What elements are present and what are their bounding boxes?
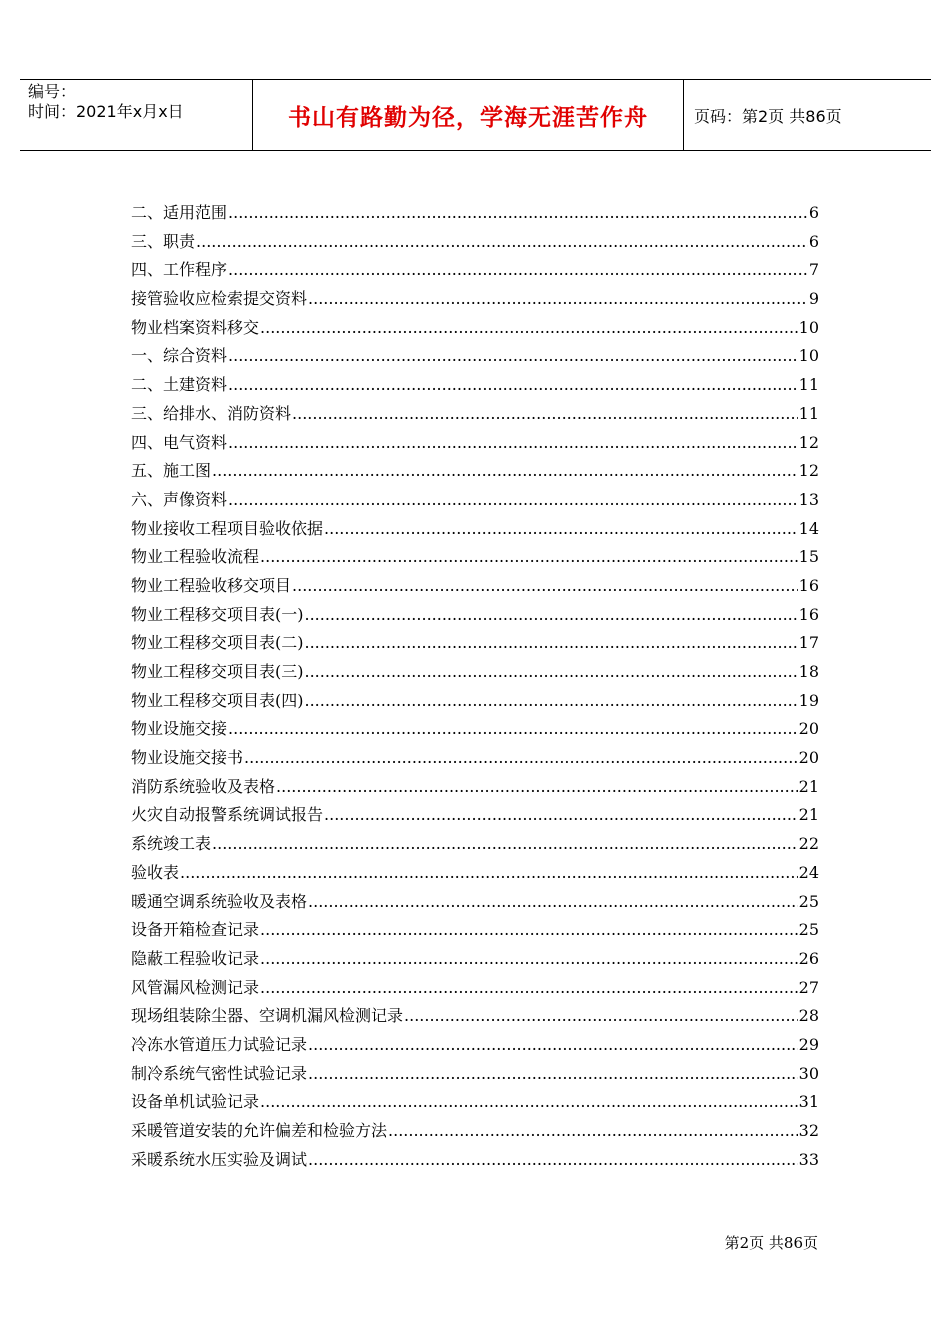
toc-entry-page: 10 — [798, 346, 819, 366]
toc-entry-page: 22 — [798, 834, 819, 854]
toc-entry-page: 19 — [798, 690, 819, 710]
toc-leader-dots — [305, 629, 798, 657]
toc-entry-title: 物业设施交接书 — [131, 748, 244, 768]
toc-leader-dots — [228, 342, 798, 370]
toc-entry[interactable] — [131, 1031, 819, 1060]
toc-leader-dots — [228, 256, 808, 284]
toc-leader-dots — [228, 371, 798, 399]
toc-leader-dots — [305, 601, 798, 629]
toc-leader-dots — [180, 859, 798, 887]
toc-entry-page: 20 — [798, 719, 819, 739]
toc-entry-page: 15 — [798, 547, 819, 567]
toc-entry-page: 10 — [798, 317, 819, 337]
date-label: 时间：2021年x月x日 — [28, 102, 184, 121]
toc-entry-page: 6 — [808, 231, 819, 251]
toc-entry-page: 6 — [808, 203, 819, 222]
toc-entry[interactable] — [131, 457, 819, 486]
toc-entry-title: 冷冻水管道压力试验记录 — [131, 1034, 308, 1054]
toc-leader-dots — [276, 773, 798, 801]
toc-entry-title: 四、工作程序 — [131, 260, 228, 280]
toc-entry-page: 31 — [798, 1092, 819, 1112]
toc-entry-page: 33 — [798, 1149, 819, 1169]
toc-entry-page: 32 — [798, 1121, 819, 1140]
toc-entry[interactable] — [131, 945, 819, 974]
toc-entry-title: 系统竣工表 — [131, 834, 212, 854]
toc-entry[interactable] — [131, 1060, 819, 1089]
toc-entry[interactable] — [131, 515, 819, 544]
toc-entry-page: 27 — [798, 977, 819, 997]
toc-entry-title: 风管漏风检测记录 — [131, 977, 260, 997]
toc-entry[interactable] — [131, 801, 819, 830]
toc-entry-page: 16 — [798, 604, 819, 624]
toc-entry-page: 11 — [798, 375, 819, 395]
toc-entry[interactable] — [131, 285, 819, 314]
toc-entry-title: 物业工程移交项目表(三) — [131, 662, 304, 681]
header-page-info: 页码：第2页 共86页 — [694, 106, 842, 126]
toc-entry-title: 暖通空调系统验收及表格 — [131, 891, 308, 911]
toc-entry-page: 11 — [798, 403, 819, 423]
toc-entry-page: 14 — [798, 518, 819, 538]
toc-entry[interactable] — [131, 486, 819, 515]
toc-entry-title: 物业工程验收流程 — [131, 547, 260, 567]
toc-entry-title: 物业工程移交项目表(一) — [131, 604, 304, 624]
toc-entry-title: 火灾自动报警系统调试报告 — [131, 805, 324, 825]
toc-entry-title: 二、土建资料 — [131, 375, 228, 395]
toc-entry[interactable] — [131, 916, 819, 945]
toc-entry[interactable] — [131, 314, 819, 343]
toc-entry-title: 物业档案资料移交 — [131, 317, 260, 337]
toc-entry-title: 验收表 — [131, 862, 180, 882]
page-header — [20, 79, 931, 151]
toc-entry-title: 现场组装除尘器、空调机漏风检测记录 — [131, 1006, 404, 1026]
toc-entry[interactable] — [131, 888, 819, 917]
toc-entry-page: 30 — [798, 1063, 819, 1083]
toc-entry-title: 五、施工图 — [131, 461, 212, 481]
toc-entry[interactable] — [131, 228, 819, 257]
toc-entry[interactable] — [131, 629, 819, 658]
toc-entry[interactable] — [131, 658, 819, 687]
toc-entry-page: 21 — [798, 776, 819, 796]
toc-entry[interactable] — [131, 744, 819, 773]
toc-entry-title: 接管验收应检索提交资料 — [131, 289, 308, 309]
toc-entry-title: 制冷系统气密性试验记录 — [131, 1063, 308, 1083]
toc-entry-page: 25 — [798, 920, 819, 940]
toc-leader-dots — [305, 658, 798, 686]
toc-leader-dots — [404, 1002, 798, 1030]
toc-entry[interactable] — [131, 342, 819, 371]
toc-entry-title: 二、适用范围 — [131, 203, 228, 222]
header-motto-cell — [253, 80, 684, 150]
toc-entry-title: 设备开箱检查记录 — [131, 920, 260, 940]
motto-text: 书山有路勤为径，学海无涯苦作舟 — [288, 104, 648, 131]
toc-entry[interactable] — [131, 601, 819, 630]
toc-leader-dots — [228, 715, 798, 743]
toc-leader-dots — [292, 572, 798, 600]
toc-leader-dots — [308, 1031, 798, 1059]
toc-entry-title: 消防系统验收及表格 — [131, 776, 276, 796]
toc-entry-title: 六、声像资料 — [131, 489, 228, 509]
table-of-contents — [131, 199, 819, 1174]
toc-entry-page: 21 — [798, 805, 819, 825]
toc-entry-page: 12 — [798, 461, 819, 481]
toc-entry-page: 26 — [798, 948, 819, 968]
toc-leader-dots — [308, 888, 798, 916]
toc-entry-title: 物业工程移交项目表(四) — [131, 690, 304, 710]
toc-leader-dots — [260, 916, 798, 944]
toc-entry[interactable] — [131, 974, 819, 1003]
toc-entry-page: 29 — [798, 1034, 819, 1054]
toc-entry-page: 28 — [798, 1006, 819, 1026]
toc-entry-title: 隐蔽工程验收记录 — [131, 948, 260, 968]
toc-entry-title: 物业工程移交项目表(二) — [131, 633, 304, 653]
toc-entry[interactable] — [131, 572, 819, 601]
header-meta-cell — [20, 80, 253, 150]
header-page-cell — [684, 80, 931, 150]
toc-entry-title: 设备单机试验记录 — [131, 1092, 260, 1112]
toc-entry-page: 16 — [798, 575, 819, 595]
toc-entry[interactable] — [131, 773, 819, 802]
toc-entry-title: 物业接收工程项目验收依据 — [131, 518, 324, 538]
toc-entry[interactable] — [131, 1146, 819, 1175]
toc-entry-title: 采暖管道安装的允许偏差和检验方法 — [131, 1121, 388, 1140]
toc-entry-page: 7 — [808, 260, 819, 280]
toc-entry[interactable] — [131, 256, 819, 285]
toc-leader-dots — [196, 228, 808, 256]
toc-leader-dots — [228, 199, 808, 227]
toc-entry[interactable] — [131, 715, 819, 744]
toc-entry-page: 9 — [808, 289, 819, 309]
toc-entry[interactable] — [131, 199, 819, 228]
toc-entry-title: 采暖系统水压实验及调试 — [131, 1149, 308, 1169]
toc-leader-dots — [228, 486, 798, 514]
toc-entry[interactable] — [131, 1088, 819, 1117]
toc-entry-page: 18 — [798, 662, 819, 681]
toc-entry[interactable] — [131, 1117, 819, 1146]
toc-entry-page: 12 — [798, 432, 819, 452]
toc-entry[interactable] — [131, 400, 819, 429]
toc-entry-page: 13 — [798, 489, 819, 509]
toc-leader-dots — [260, 543, 798, 571]
toc-leader-dots — [308, 1060, 798, 1088]
toc-leader-dots — [228, 429, 798, 457]
toc-entry[interactable] — [131, 859, 819, 888]
toc-entry[interactable] — [131, 543, 819, 572]
toc-leader-dots — [212, 830, 798, 858]
toc-entry-page: 17 — [798, 633, 819, 653]
toc-entry[interactable] — [131, 830, 819, 859]
toc-entry[interactable] — [131, 687, 819, 716]
toc-entry-page: 20 — [798, 748, 819, 768]
toc-entry-title: 三、给排水、消防资料 — [131, 403, 292, 423]
toc-entry-title: 一、综合资料 — [131, 346, 228, 366]
toc-leader-dots — [292, 400, 798, 428]
toc-leader-dots — [308, 285, 808, 313]
toc-leader-dots — [260, 945, 798, 973]
toc-entry[interactable] — [131, 429, 819, 458]
serial-label: 编号： — [28, 82, 77, 101]
toc-leader-dots — [212, 457, 798, 485]
toc-leader-dots — [260, 314, 798, 342]
toc-leader-dots — [260, 974, 798, 1002]
toc-entry[interactable] — [131, 1002, 819, 1031]
page-footer: 第2页 共86页 — [724, 1234, 818, 1252]
toc-leader-dots — [260, 1088, 798, 1116]
toc-entry-page: 25 — [798, 891, 819, 911]
toc-leader-dots — [388, 1117, 798, 1145]
toc-entry[interactable] — [131, 371, 819, 400]
toc-leader-dots — [308, 1146, 798, 1174]
toc-leader-dots — [244, 744, 798, 772]
toc-entry-page: 24 — [798, 862, 819, 882]
toc-entry-title: 四、电气资料 — [131, 432, 228, 452]
toc-leader-dots — [305, 687, 798, 715]
toc-leader-dots — [324, 515, 798, 543]
toc-entry-title: 物业工程验收移交项目 — [131, 575, 292, 595]
toc-entry-title: 物业设施交接 — [131, 719, 228, 739]
toc-entry-title: 三、职责 — [131, 231, 196, 251]
toc-leader-dots — [324, 801, 798, 829]
